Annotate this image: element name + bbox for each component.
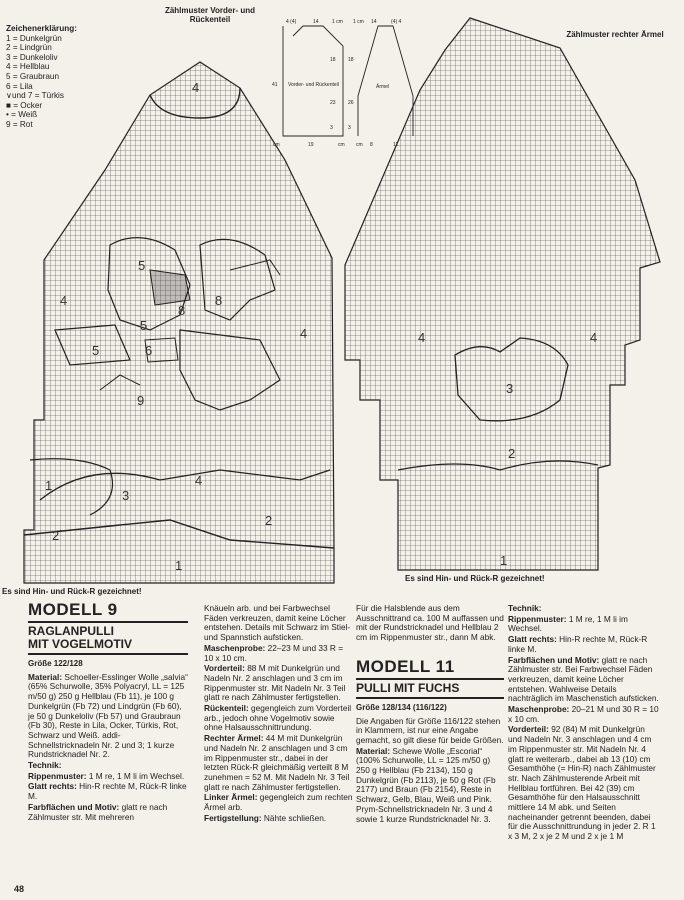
para-label: Technik:	[508, 603, 542, 613]
paragraph	[508, 615, 660, 634]
para-text: 1 M re, 1 M li im Wechsel.	[86, 770, 185, 781]
para-label: Farbflächen und Motiv:	[508, 654, 600, 665]
para-text: 22–23 M und 33 R = 10 x 10 cm.	[204, 642, 344, 663]
page-number: 48	[14, 884, 25, 894]
paragraph: Für die Halsblende aus dem Ausschnittrand ca. 100 M auffassen und mit der Rundstricknadel und Hellblau 2 cm im Rippenmuster str., dann M abk.	[356, 603, 504, 643]
dim: 14	[371, 19, 377, 25]
dim: 4 (4)	[286, 19, 297, 25]
dim: 1 cm	[353, 19, 364, 25]
paragraph	[204, 604, 354, 643]
para-label: Fertigstellung:	[204, 812, 262, 823]
dim: cm	[356, 142, 363, 148]
para-text: gegengleich zum rechten Ärmel arb.	[204, 792, 353, 813]
divider	[28, 653, 188, 655]
para-text: Schoeller-Esslinger Wolle „salvia“ (65% Schurwolle, 35% Polyacryl, LL = 125 m/50 g) 250 g Hellblau (Fb 11), je 100 g Dunkelgrün (Fb 72) und Lindgrün (Fb 60), je 50 g Dunkeloliv (Fb 57) und Graubraun (Fb 30), Reste in Lila, Ocker, Türkis, Rot, Schwarz und Weiß. addi-Schnellstricknadeln Nr. 2 und 3; 1 kurze Rundstricknadel Nr. 2.	[28, 671, 188, 760]
dim: 14	[313, 19, 319, 25]
schem-sleeve-label: Ärmel	[376, 84, 390, 90]
paragraph	[508, 725, 660, 841]
legend-item: 5 = Graubraun	[6, 71, 60, 81]
para-text: gegengleich zum Vorderteil arb., jedoch ohne Vogelmotiv sowie ohne Halsausschnittrundung.	[204, 703, 352, 733]
label-sleeve-chart: Zählmuster rechter Ärmel	[566, 30, 664, 39]
legend-title: Zeichenerklärung:	[6, 24, 77, 33]
chart-num: 3	[506, 381, 514, 396]
chart-num: 1	[500, 553, 508, 568]
para-label: Vorderteil:	[508, 724, 549, 735]
chart-num: 6	[145, 343, 153, 358]
para-label: Glatt rechts:	[508, 634, 557, 645]
paragraph	[204, 704, 354, 733]
dim: (4) 4	[391, 19, 402, 25]
chart-num: 1	[45, 478, 53, 493]
chart-num: 5	[92, 343, 100, 358]
dim: 8	[370, 142, 373, 148]
color-legend	[6, 24, 77, 130]
paragraph	[28, 803, 188, 822]
chart-num: 8	[215, 293, 223, 308]
dim: 19	[308, 142, 314, 148]
legend-item: 4 = Hellblau	[6, 62, 50, 72]
dim: 26	[348, 100, 354, 106]
modell9-subtitle-1: RAGLANPULLI	[28, 624, 114, 638]
para-text: 1 M re, 1 M li im Wechsel.	[508, 613, 628, 634]
divider	[356, 678, 504, 680]
legend-item: • = Weiß	[6, 110, 38, 120]
para-label: Material:	[356, 745, 391, 756]
paragraph	[508, 705, 660, 724]
legend-item: ∨und 7 = Türkis	[6, 91, 64, 101]
para-label: Rippenmuster:	[508, 613, 567, 624]
para-label: Material:	[28, 671, 63, 682]
legend-item: 9 = Rot	[6, 119, 33, 129]
paragraph	[508, 656, 660, 705]
para-text: 88 M mit Dunkelgrün und Nadeln Nr. 2 anschlagen und 3 cm im Rippenmuster str. Mit Nadeln Nr. 3 Teil glatt re nach Zählmuster fertigstellen.	[204, 663, 346, 703]
paragraph	[204, 793, 354, 812]
chart-num: 2	[52, 528, 60, 543]
chart-num: 9	[137, 393, 145, 408]
para-label: Farbflächen und Motiv:	[28, 801, 120, 812]
paragraph	[204, 734, 354, 792]
para-text: Nähte schließen.	[261, 812, 327, 823]
dim: cm	[273, 142, 280, 148]
dim: 18	[348, 57, 354, 63]
legend-item: ■ = Ocker	[6, 100, 43, 110]
modell11-size: Größe 128/134 (116/122)	[356, 702, 447, 712]
para-label: Rippenmuster:	[28, 770, 87, 781]
chart-num: 4	[418, 330, 426, 345]
para-text: glatt re nach Zählmuster str. Bei Farbwechsel Fäden verkreuzen, damit keine Löcher entstehen. Wahlweise Details nachträglich im Maschenstich aufsticken.	[508, 654, 659, 704]
chart-num: 8	[178, 303, 186, 318]
dim: 41	[272, 82, 278, 88]
paragraph	[508, 635, 660, 654]
para-label: Linker Ärmel:	[204, 792, 258, 803]
para-text: 44 M mit Dunkelgrün und Nadeln Nr. 2 anschlagen und 3 cm im Rippenmuster str., dabei in der letzten Rück-R gleichmäßig verteilt 8 M zunehmen = 52 M. Mit Nadeln Nr. 3 Teil glatt re nach Zählmuster fertigstellen.	[204, 733, 350, 792]
chart-num: 2	[265, 513, 273, 528]
column-2	[204, 604, 354, 824]
chart-num: 4	[590, 330, 598, 345]
para-text: Schewe Wolle „Escorial“ (100% Schurwolle, LL = 125 m/50 g) 250 g Hellblau (Fb 2134), 150 g Dunkelgrün (Fb 2113), je 50 g Rot (Fb 2177) und Braun (Fb 2154), Reste in Schwarz, Gelb, Blau, Weiß und Pink. Prym-Schnellstricknadeln Nr. 3 und 4 sowie 1 kurze Rundstricknadel Nr. 3.	[356, 745, 496, 824]
chart-num: 5	[138, 258, 146, 273]
modell9-subtitle-2: MIT VOGELMOTIV	[28, 637, 132, 651]
paragraph	[356, 747, 504, 825]
para-label: Rechter Ärmel:	[204, 733, 264, 744]
para-text: 20–21 M und 30 R = 10 x 10 cm.	[508, 704, 659, 724]
modell11-subtitle: PULLI MIT FUCHS	[356, 680, 460, 695]
paragraph	[28, 772, 188, 782]
paragraph	[204, 664, 354, 703]
chart-num: 3	[122, 488, 130, 503]
dim: 3	[348, 125, 351, 131]
column-3	[356, 604, 504, 825]
note-right: Es sind Hin- und Rück-R gezeichnet!	[405, 574, 545, 583]
para-label: Maschenprobe:	[204, 642, 266, 653]
legend-item: 6 = Lila	[6, 81, 33, 91]
schem-front-label: Vorder- und Rückenteil	[288, 82, 339, 88]
paragraph	[204, 814, 354, 824]
modell9-title: MODELL 9	[28, 600, 118, 619]
modell11-title: MODELL 11	[356, 656, 455, 676]
paragraph	[28, 673, 188, 760]
chart-num: 1	[175, 558, 183, 573]
chart-num: 4	[195, 473, 203, 488]
dim: 18	[330, 57, 336, 63]
dim: cm	[338, 142, 345, 148]
label-front-back-chart: Zählmuster Vorder- und Rückenteil	[164, 6, 256, 24]
note-left: Es sind Hin- und Rück-R gezeichnet!	[2, 587, 142, 596]
para-text: 92 (84) M mit Dunkelgrün und Nadeln Nr. 3 anschlagen und 4 cm im Rippenmuster str. Mit Nadeln Nr. 4 glatt re weiterarb., dabei ab 13 (10) cm Gesamthöhe (= Hin-R) nach Zählmuster str. Nach Zählmusterende Arbeit mit Hellblau fortführen. Bei 42 (39) cm Gesamthöhe für den Halsausschnitt mittlere 14 M abk. und Seiten nacheinander getrennt beenden, dabei für die Ausschnittrundung in jeder 2. R 1 x 3 M, 2 x je 2 M und 2 x je 1 M	[508, 724, 656, 842]
para-text: Die Angaben für Größe 116/122 stehen in Klammern, ist nur eine Angabe gemacht, so gilt diese für beide Größen.	[356, 715, 504, 745]
para-text: Hin-R rechte M, Rück-R linke M.	[508, 634, 648, 654]
chart-num: 5	[140, 318, 148, 333]
dim: 11	[393, 142, 399, 148]
size-schematic	[258, 16, 418, 152]
legend-item: 3 = Dunkeloliv	[6, 52, 58, 62]
paragraph	[28, 782, 188, 801]
para-text: glatt re nach Zählmuster str. Mit mehreren	[28, 801, 168, 822]
paragraph	[356, 717, 504, 746]
para-label: Technik:	[28, 760, 62, 771]
chart-num: 2	[508, 446, 516, 461]
legend-item: 1 = Dunkelgrün	[6, 33, 62, 43]
para-label: Maschenprobe:	[508, 704, 570, 715]
chart-num: 4	[300, 326, 308, 341]
legend-item: 2 = Lindgrün	[6, 43, 52, 53]
para-label: Vorderteil:	[204, 663, 245, 674]
modell9-size: Größe 122/128	[28, 659, 83, 668]
dim: 3	[330, 125, 333, 131]
column-4	[508, 604, 660, 843]
divider	[356, 697, 504, 699]
paragraph	[204, 644, 354, 663]
divider	[28, 621, 188, 623]
para-text: Knäueln arb. und bei Farbwechsel Fäden verkreuzen, damit keine Löcher entstehen. Details mit Schwarz im Stiel- und Spannstich aufsticken.	[204, 603, 351, 643]
para-label: Rückenteil:	[204, 703, 249, 714]
dim: 1 cm	[332, 19, 343, 25]
chart-num: 4	[60, 293, 68, 308]
column-1	[28, 600, 188, 823]
para-text: Hin-R rechte M, Rück-R linke M.	[28, 781, 187, 802]
dim: 23	[330, 100, 336, 106]
paragraph	[508, 604, 660, 614]
para-label: Glatt rechts:	[28, 781, 77, 792]
chart-num: 4	[192, 80, 200, 95]
paragraph	[28, 761, 188, 771]
